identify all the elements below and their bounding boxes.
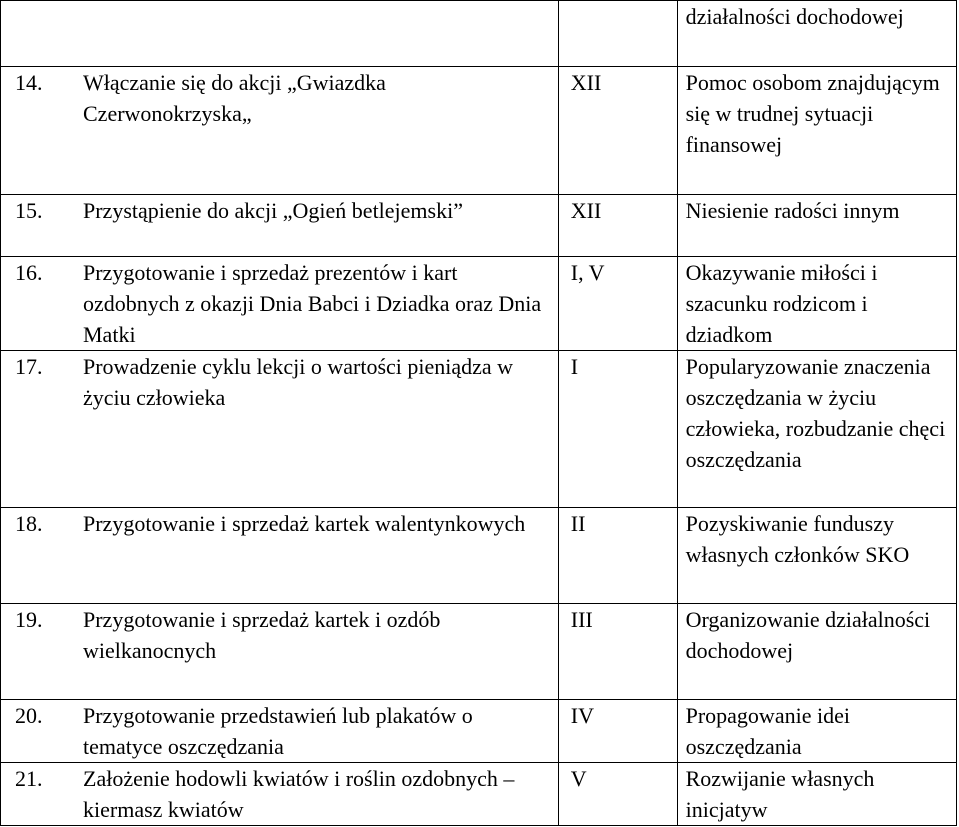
table-row: [1, 195, 957, 257]
activity-text: Prowadzenie cyklu lekcji o wartości pieniądza w życiu człowieka: [83, 354, 514, 410]
goal-cell: [677, 351, 956, 508]
goal-cell: [677, 67, 956, 195]
table-row: [1, 257, 957, 351]
layer-cell: [558, 508, 677, 604]
layer-text: IV: [570, 703, 594, 728]
activity-cell: [1, 763, 559, 826]
activity-cell: [1, 195, 559, 257]
activity-cell: [1, 1, 559, 67]
layer-cell: [558, 195, 677, 257]
layer-text: III: [570, 607, 593, 632]
goal-cell: [677, 195, 956, 257]
layer-text: V: [570, 766, 587, 791]
row-number: 20.: [15, 703, 43, 728]
layer-cell: [558, 257, 677, 351]
layer-cell: [558, 1, 677, 67]
row-number: 17.: [15, 354, 43, 379]
activity-cell: [1, 67, 559, 195]
activity-cell: [1, 700, 559, 763]
activity-cell: [1, 604, 559, 700]
activity-cell: [1, 351, 559, 508]
activity-cell: [1, 508, 559, 604]
goal-text: Okazywanie miłości i szacunku rodzicom i dziadkom: [685, 260, 878, 347]
table-row: [1, 763, 957, 826]
layer-cell: [558, 351, 677, 508]
goal-text: Propagowanie idei oszczędzania: [685, 703, 850, 759]
goal-text: Popularyzowanie znaczenia oszczędzania w życiu człowieka, rozbudzanie chęci oszczędzania: [685, 354, 946, 472]
activity-text: Przygotowanie i sprzedaż kartek walentynkowych: [83, 511, 526, 536]
layer-text: II: [570, 511, 586, 536]
goal-text: Organizowanie działalności dochodowej: [685, 607, 931, 663]
goal-cell: [677, 508, 956, 604]
layer-text: XII: [570, 198, 602, 223]
row-number: 14.: [15, 70, 43, 95]
layer-cell: [558, 763, 677, 826]
activity-text: Przygotowanie i sprzedaż kartek i ozdób wielkanocnych: [83, 607, 441, 663]
layer-text: XII: [570, 70, 602, 95]
row-number: 16.: [15, 260, 43, 285]
activity-cell: [1, 257, 559, 351]
row-number: 21.: [15, 766, 43, 791]
goal-text: Pozyskiwanie funduszy własnych członków SKO: [685, 511, 910, 567]
row-number: 18.: [15, 511, 43, 536]
row-number: 15.: [15, 198, 43, 223]
activity-text: Przygotowanie przedstawień lub plakatów o tematyce oszczędzania: [83, 703, 473, 759]
goal-cell: [677, 1, 956, 67]
row-number: 19.: [15, 607, 43, 632]
layer-text: I: [570, 354, 579, 379]
goal-text: Pomoc osobom znajdującym się w trudnej sytuacji finansowej: [685, 70, 940, 157]
activity-text: Włączanie się do akcji „Gwiazdka Czerwonokrzyska„: [83, 70, 386, 126]
table-row: [1, 700, 957, 763]
activity-text: Przygotowanie i sprzedaż prezentów i kart ozdobnych z okazji Dnia Babci i Dziadka oraz Dnia Matki: [83, 260, 542, 347]
goal-text: działalności dochodowej: [685, 4, 904, 29]
goal-text: Rozwijanie własnych inicjatyw: [685, 766, 875, 822]
table-row: [1, 351, 957, 508]
activity-text: Założenie hodowli kwiatów i roślin ozdobnych – kiermasz kwiatów: [83, 766, 515, 822]
layer-text: I, V: [570, 260, 605, 285]
table-row: [1, 604, 957, 700]
table-row: [1, 508, 957, 604]
activity-text: Przystąpienie do akcji „Ogień betlejemski”: [83, 198, 463, 223]
goal-cell: [677, 604, 956, 700]
goal-cell: [677, 257, 956, 351]
layer-cell: [558, 700, 677, 763]
layer-cell: [558, 604, 677, 700]
goal-cell: [677, 700, 956, 763]
table-row: [1, 67, 957, 195]
layer-cell: [558, 67, 677, 195]
goal-text: Niesienie radości innym: [685, 198, 900, 223]
goal-cell: [677, 763, 956, 826]
table-row: [1, 1, 957, 67]
